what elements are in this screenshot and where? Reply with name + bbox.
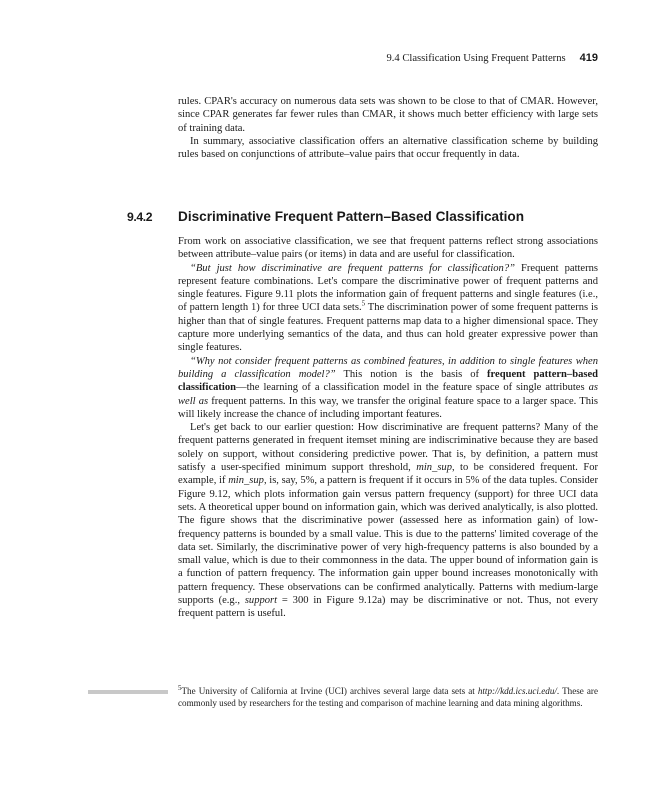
support-term: support (244, 595, 278, 607)
footnote-url-link[interactable]: http://kdd.ics.uci.edu/ (477, 686, 557, 696)
question-quote-1: “But just how discriminative are frequent patterns for classification?” (190, 262, 515, 274)
body-paragraph-2 (178, 262, 598, 355)
footnote-rule (88, 690, 168, 694)
question-quote-2: “Why not consider frequent patterns as combined features, in addition to single features when building a classification model?” (178, 355, 598, 380)
footnote-text-b: . These are commonly used by researchers for the testing and comparison of machine learning and data mining algorithms. (178, 686, 598, 708)
paragraph-2-text-a: Frequent patterns represent feature combinations. Let's compare the discriminative power of frequent patterns and single features. Figure 9.11 plots the information gain of frequent patterns and single features (i.e., of pattern length 1) for three UCI data sets. (178, 262, 598, 314)
paragraph-4-text-b: , to be considered frequent. For example, if (178, 462, 598, 487)
intro-text (178, 95, 598, 161)
min-sup-term: min_sup (228, 475, 264, 487)
intro-paragraph-2: In summary, associative classification offers an alternative classification scheme by building rules based on conjunctions of attribute–value pairs that occur frequently in data. (178, 135, 598, 161)
page-number: 419 (579, 52, 598, 64)
emphasis-as-well-as: as well as (178, 382, 598, 407)
paragraph-3-text-c: frequent patterns. In this way, we transfer the original feature space to a larger space. This will likely increase the chance of including important features. (178, 395, 599, 420)
footnote-reference: 5 (361, 299, 366, 308)
section-number: 9.4.2 (127, 210, 153, 224)
body-paragraph-4 (178, 421, 598, 620)
footnote (178, 683, 598, 709)
paragraph-3-text-a: This notion is the basis of (335, 368, 488, 380)
body-paragraph-3 (178, 355, 598, 421)
paragraph-4-text-c: , is, say, 5%, a pattern is frequent if it occurs in 5% of the data tuples. Consider Figure 9.12, which plots information gain versus pattern frequency (support) for three UCI data sets. A theoretical upper bound on information gain, which was derived analytically, is also plotted. The figure shows that the discriminative power (assessed here as information gain) of low-frequency patterns is bounded by a small value. This is due to the patterns' limited coverage of the data set. Similarly, the discriminative power of very high-frequency patterns is also bounded by a small value, which is due to their commonness in the data. The upper bound of information gain is a function of pattern frequency. The information gain upper bound increases monotonically with pattern frequency. These observations can be confirmed analytically. Patterns with medium-large supports (e.g., (178, 475, 599, 607)
min-sup-term: min_sup (416, 462, 452, 474)
body-paragraph-1: From work on associative classification, we see that frequent patterns reflect strong associations between attribute–value pairs (or items) in data and are useful for classification. (178, 236, 598, 261)
section-body (178, 235, 598, 621)
key-term: frequent pattern–based classification (178, 368, 598, 394)
section-title: Discriminative Frequent Pattern–Based Classification (178, 209, 524, 224)
footnote-text-a: The University of California at Irvine (UCI) archives several large data sets at (181, 686, 478, 696)
paragraph-4-text-d: = 300 in Figure 9.12a) may be discriminative or not. Thus, not every frequent pattern is useful. (178, 595, 598, 620)
paragraph-4-text-a: Let's get back to our earlier question: How discriminative are frequent patterns? Many of the frequent patterns generated in frequent itemset mining are indiscriminative because they are based solely on support, without considering predictive power. That is, by definition, a pattern must satisfy a user-specified minimum support threshold, (178, 422, 598, 474)
paragraph-2-text-b: The discrimination power of some frequent patterns is higher than that of single features. Frequent patterns map data to a higher dimensional space. They capture more underlying semantics of the data, and thus can hold greater expressive power than single features. (178, 302, 598, 354)
intro-paragraph-1: rules. CPAR's accuracy on numerous data sets was shown to be close to that of CMAR. However, since CPAR generates far fewer rules than CMAR, it shows much better efficiency with large sets of training data. (178, 96, 598, 134)
running-title: 9.4 Classification Using Frequent Patterns (386, 53, 566, 64)
running-header (178, 52, 598, 64)
footnote-mark: 5 (178, 683, 182, 692)
paragraph-3-text-b: —the learning of a classification model in the feature space of single attributes (236, 382, 589, 394)
